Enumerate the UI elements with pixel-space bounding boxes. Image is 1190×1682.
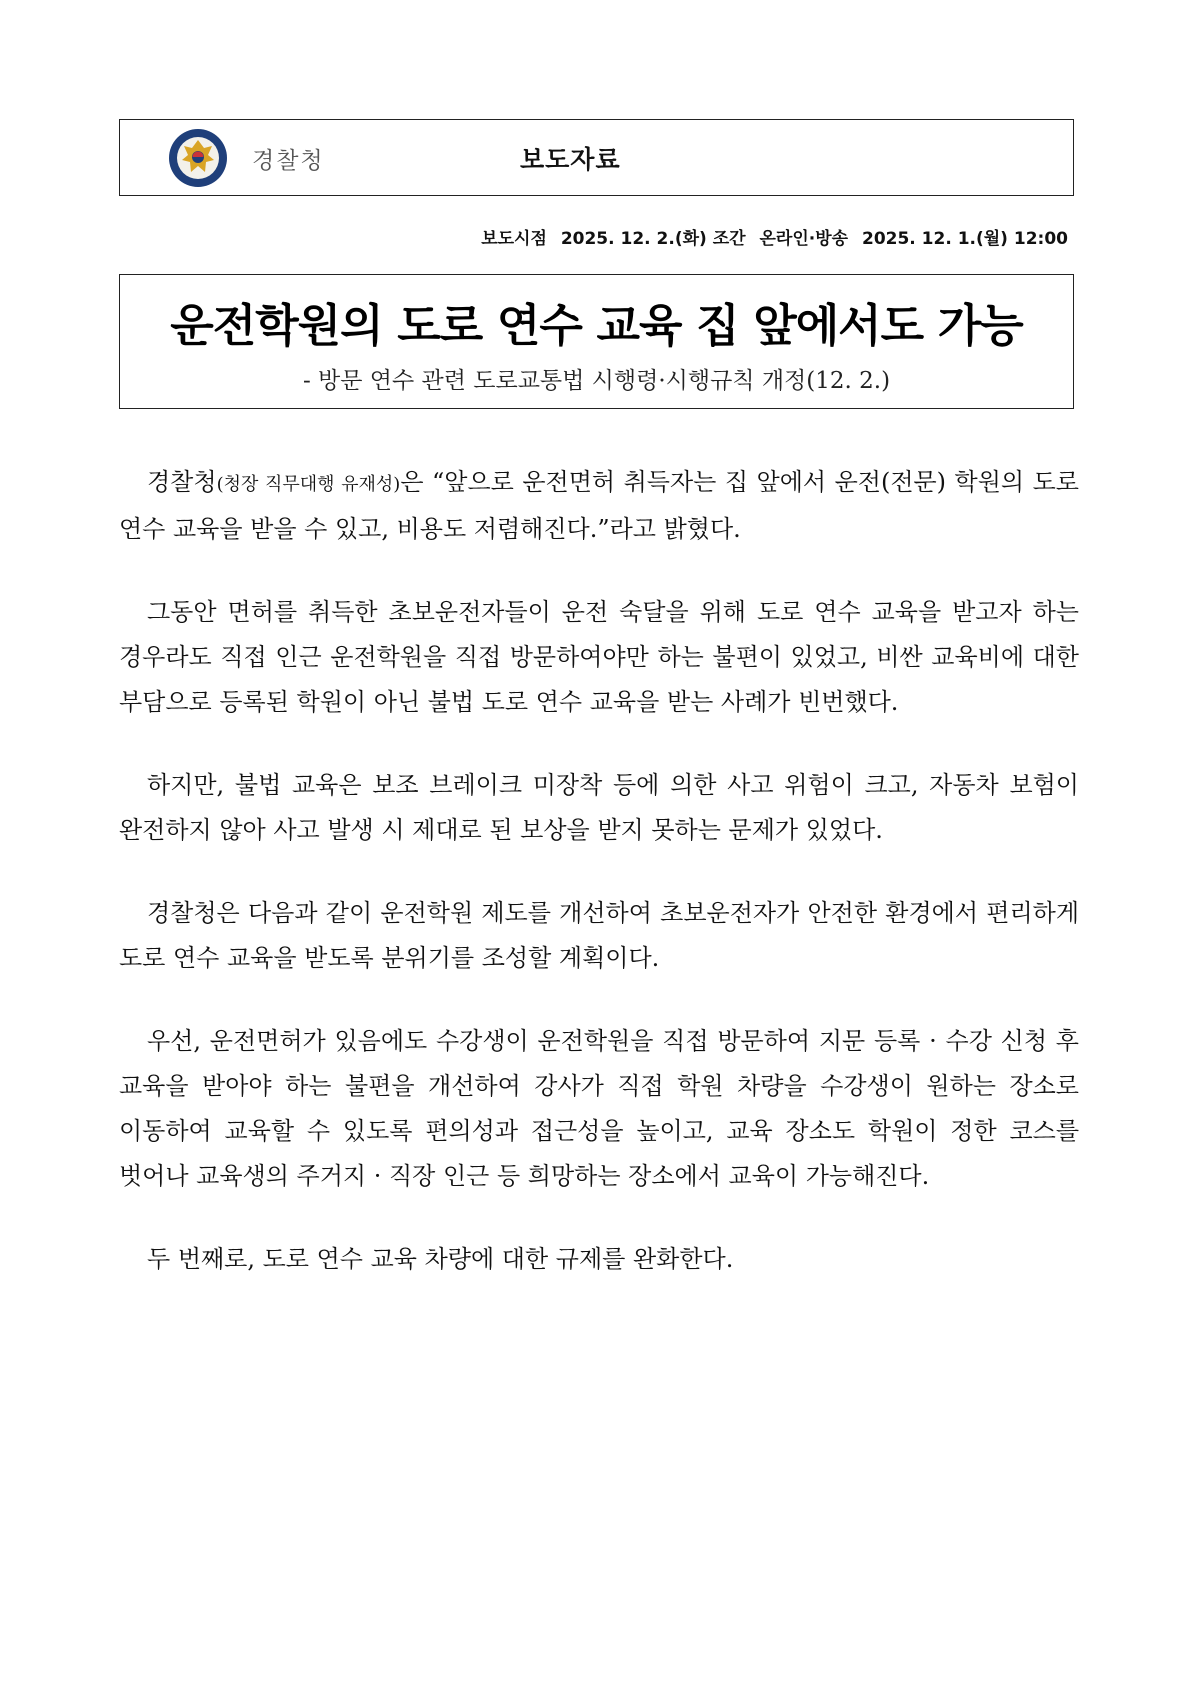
press-release-header xyxy=(119,119,1074,196)
article-body xyxy=(119,460,1079,1320)
paragraph-1-rest: 은 “앞으로 운전면허 취득자는 집 앞에서 운전(전문) 학원의 도로 연수 교육을 받을 수 있고, 비용도 저렴해진다.”라고 밝혔다. xyxy=(119,468,1079,543)
online-date: 2025. 12. 1.(월) 12:00 xyxy=(861,229,1068,249)
agency-name: 경찰청 xyxy=(252,148,325,174)
embargo-date: 2025. 12. 2.(화) 조간 xyxy=(560,229,746,249)
paragraph-4: 경찰청은 다음과 같이 운전학원 제도를 개선하여 초보운전자가 안전한 환경에서 편리하게 도로 연수 교육을 받도록 분위기를 조성할 계획이다. xyxy=(119,899,1079,972)
police-emblem-icon xyxy=(168,128,228,188)
paragraph-5: 우선, 운전면허가 있음에도 수강생이 운전학원을 직접 방문하여 지문 등록 · 수강 신청 후 교육을 받아야 하는 불편을 개선하여 강사가 직접 학원 차량을 수강생이 원하는 장소로 이동하여 교육할 수 있도록 편의성과 접근성을 높이고, 교육 장소도 학원이 정한 코스를 벗어나 교육생의 주거지 · 직장 인근 등 희망하는 장소에서 교육이 가능해진다. xyxy=(119,1027,1079,1190)
online-label: 온라인·방송 xyxy=(759,229,849,249)
paragraph-6: 두 번째로, 도로 연수 교육 차량에 대한 규제를 완화한다. xyxy=(147,1245,734,1273)
title-box xyxy=(119,274,1074,409)
paragraph-1-note: (청장 직무대행 유재성) xyxy=(216,474,401,495)
paragraph-1-lead: 경찰청 xyxy=(147,468,217,496)
page-title: 운전학원의 도로 연수 교육 집 앞에서도 가능 xyxy=(170,299,1023,352)
embargo-label: 보도시점 xyxy=(481,229,547,249)
paragraph-2: 그동안 면허를 취득한 초보운전자들이 운전 숙달을 위해 도로 연수 교육을 받고자 하는 경우라도 직접 인근 운전학원을 직접 방문하여야만 하는 불편이 있었고, 비싼 교육비에 대한 부담으로 등록된 학원이 아닌 불법 도로 연수 교육을 받는 사례가 빈번했다. xyxy=(119,598,1079,716)
paragraph-1 xyxy=(119,460,1079,552)
paragraph-3: 하지만, 불법 교육은 보조 브레이크 미장착 등에 의한 사고 위험이 크고, 자동차 보험이 완전하지 않아 사고 발생 시 제대로 된 보상을 받지 못하는 문제가 있었다. xyxy=(119,771,1079,844)
document-type: 보도자료 xyxy=(520,145,621,174)
page-subtitle: - 방문 연수 관련 도로교통법 시행령·시행규칙 개정(12. 2.) xyxy=(302,368,891,394)
release-schedule xyxy=(481,224,1068,249)
